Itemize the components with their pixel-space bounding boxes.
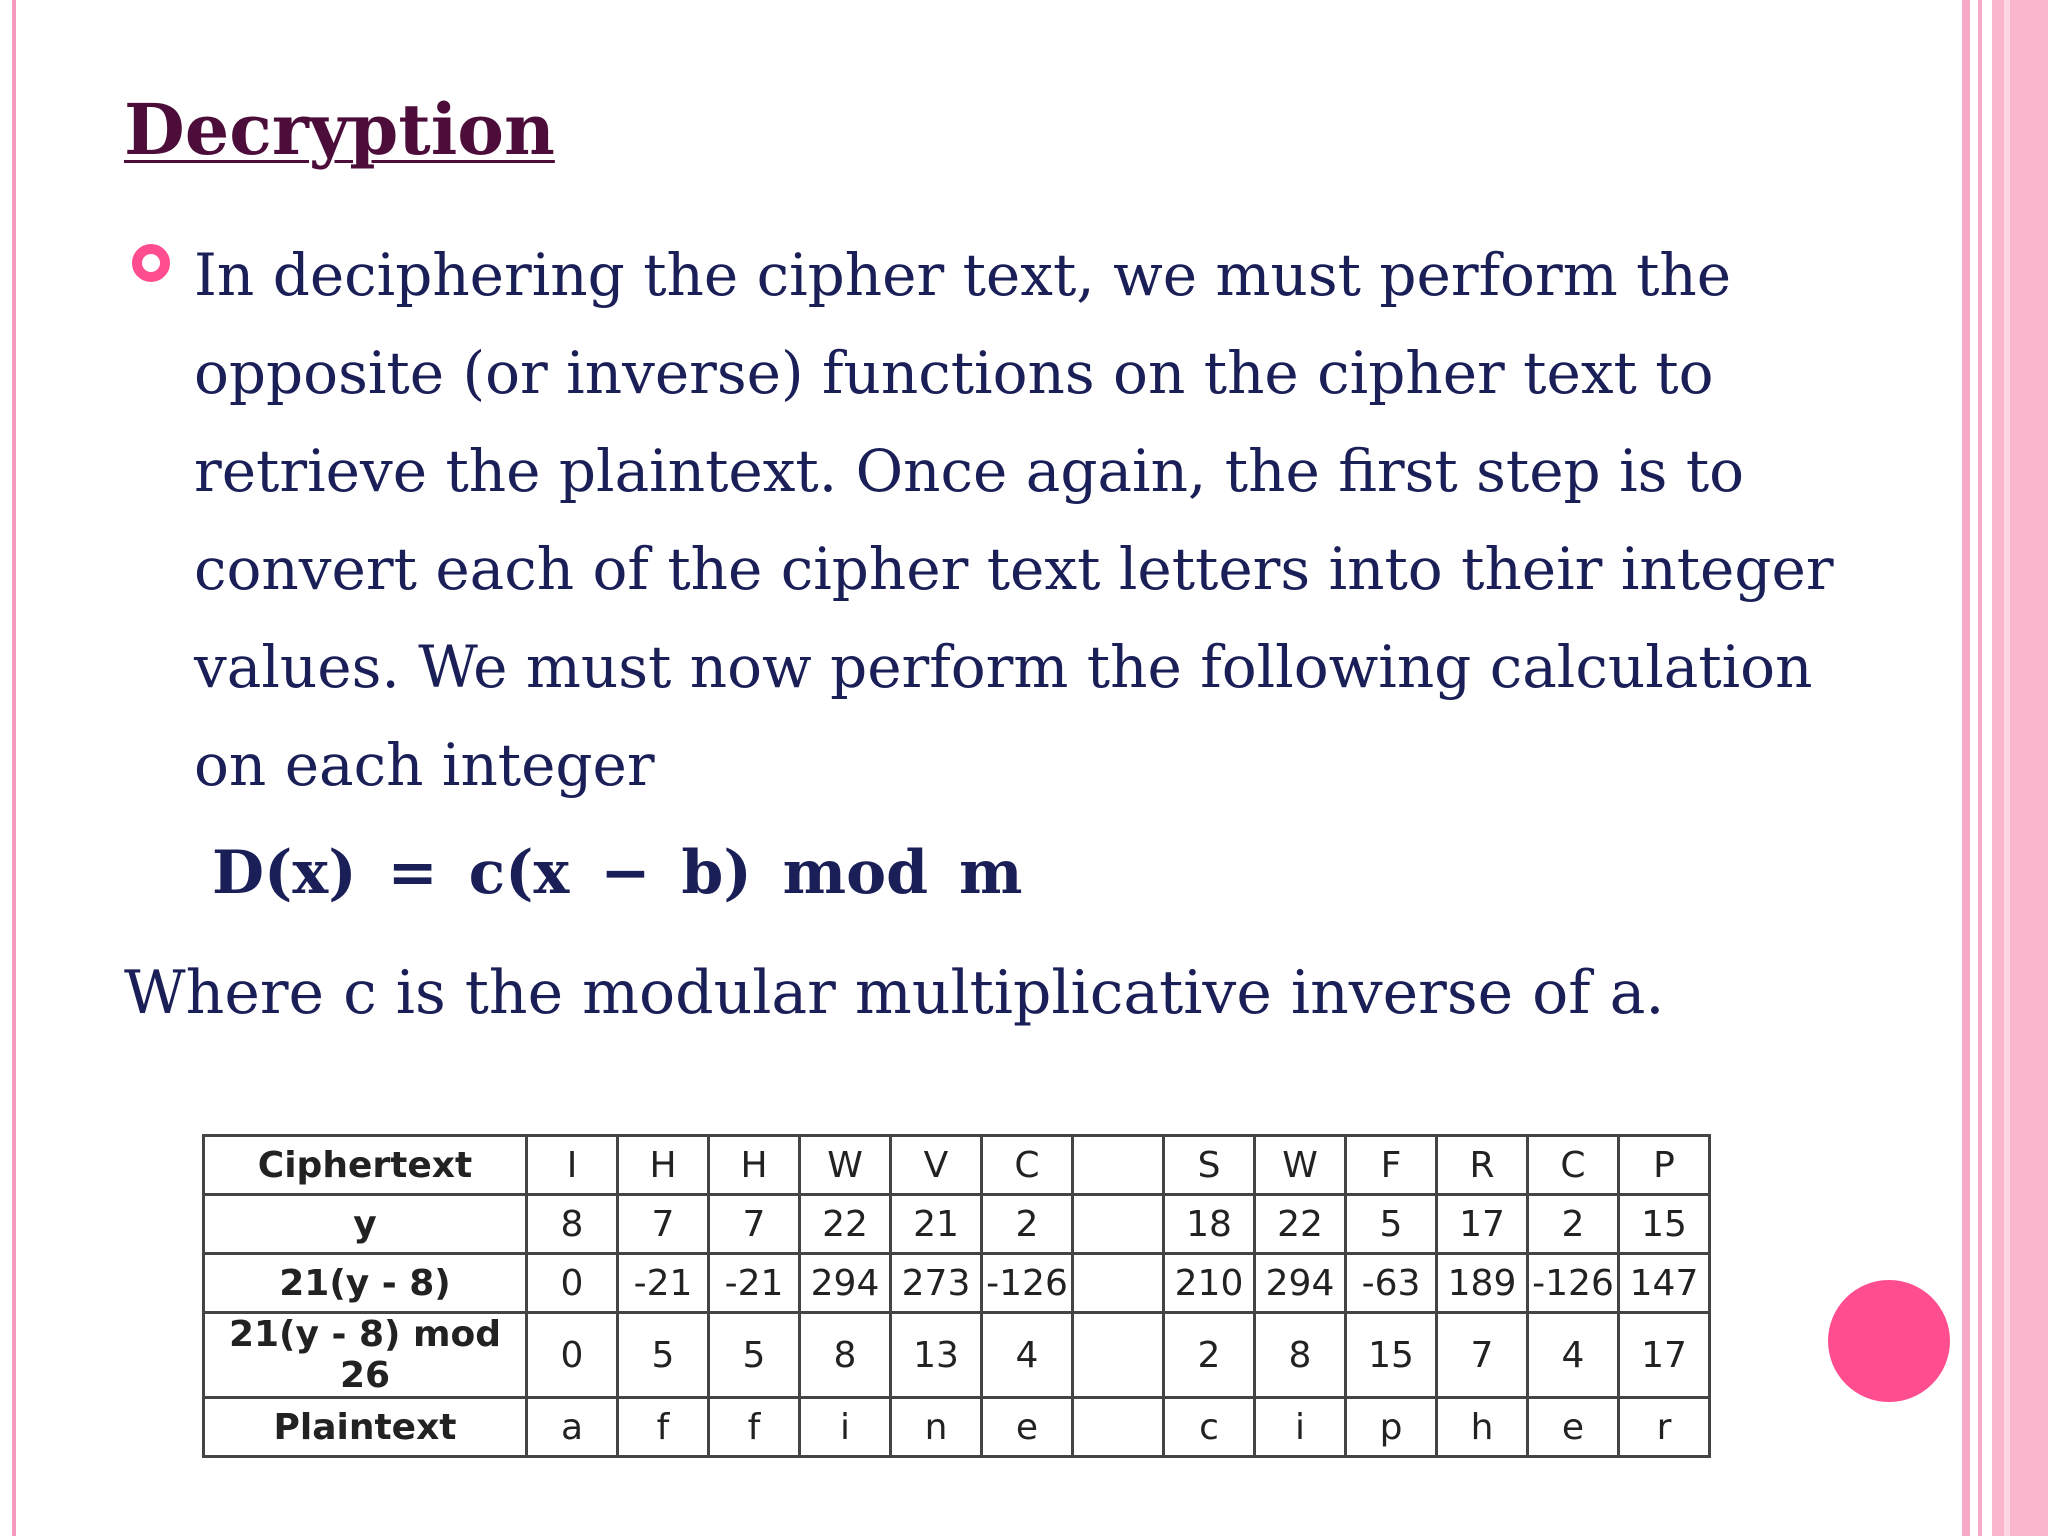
right-stripe-highlight bbox=[2004, 0, 2010, 1536]
paragraph-line: on each integer bbox=[194, 731, 655, 799]
table-row bbox=[204, 1313, 1710, 1398]
table-cell: R bbox=[1437, 1136, 1528, 1195]
table-gap-cell bbox=[1073, 1313, 1164, 1398]
table-cell: 189 bbox=[1437, 1254, 1528, 1313]
table-cell: h bbox=[1437, 1398, 1528, 1457]
paragraph-line: opposite (or inverse) functions on the cipher text to bbox=[194, 339, 1714, 407]
bullet-ring-icon bbox=[132, 244, 170, 282]
table-cell: -21 bbox=[709, 1254, 800, 1313]
table-cell: 22 bbox=[800, 1195, 891, 1254]
table-cell: n bbox=[891, 1398, 982, 1457]
table-cell: -63 bbox=[1346, 1254, 1437, 1313]
table-cell: 5 bbox=[1346, 1195, 1437, 1254]
table-cell: 8 bbox=[527, 1195, 618, 1254]
table-cell: p bbox=[1346, 1398, 1437, 1457]
table-cell: F bbox=[1346, 1136, 1437, 1195]
decryption-table bbox=[202, 1134, 1711, 1458]
paragraph-line: retrieve the plaintext. Once again, the first step is to bbox=[194, 437, 1745, 505]
table-cell: 5 bbox=[709, 1313, 800, 1398]
row-header: Ciphertext bbox=[204, 1136, 527, 1195]
table-cell: S bbox=[1164, 1136, 1255, 1195]
table-cell: e bbox=[982, 1398, 1073, 1457]
row-header: 21(y - 8) bbox=[204, 1254, 527, 1313]
table-cell: -126 bbox=[982, 1254, 1073, 1313]
table-cell: 294 bbox=[1255, 1254, 1346, 1313]
table-cell: 2 bbox=[982, 1195, 1073, 1254]
table-gap-cell bbox=[1073, 1195, 1164, 1254]
table-cell: 8 bbox=[800, 1313, 891, 1398]
table-cell: 7 bbox=[1437, 1313, 1528, 1398]
table-cell: r bbox=[1619, 1398, 1710, 1457]
right-stripe-2 bbox=[1978, 0, 1982, 1536]
row-header: y bbox=[204, 1195, 527, 1254]
table-cell: I bbox=[527, 1136, 618, 1195]
table-cell: f bbox=[618, 1398, 709, 1457]
table-cell: 273 bbox=[891, 1254, 982, 1313]
table-row bbox=[204, 1254, 1710, 1313]
table-cell: 4 bbox=[1528, 1313, 1619, 1398]
table-cell: f bbox=[709, 1398, 800, 1457]
table-cell: 0 bbox=[527, 1254, 618, 1313]
table-cell: V bbox=[891, 1136, 982, 1195]
row-header: 21(y - 8) mod 26 bbox=[204, 1313, 527, 1398]
left-border-line bbox=[12, 0, 16, 1536]
table-gap-cell bbox=[1073, 1254, 1164, 1313]
table-row bbox=[204, 1195, 1710, 1254]
paragraph-line: convert each of the cipher text letters into their integer bbox=[194, 535, 1834, 603]
decryption-formula: D(x) = c(x − b) mod m bbox=[212, 838, 1023, 908]
table-cell: 17 bbox=[1437, 1195, 1528, 1254]
table-cell: P bbox=[1619, 1136, 1710, 1195]
table-cell: H bbox=[618, 1136, 709, 1195]
table-cell: -126 bbox=[1528, 1254, 1619, 1313]
slide-title: Decryption bbox=[124, 88, 555, 171]
right-stripe-1 bbox=[1962, 0, 1970, 1536]
table-cell: 294 bbox=[800, 1254, 891, 1313]
table-cell: 0 bbox=[527, 1313, 618, 1398]
row-header: Plaintext bbox=[204, 1398, 527, 1457]
table-cell: C bbox=[982, 1136, 1073, 1195]
table-cell: H bbox=[709, 1136, 800, 1195]
table-cell: 15 bbox=[1619, 1195, 1710, 1254]
table-cell: e bbox=[1528, 1398, 1619, 1457]
table-cell: 210 bbox=[1164, 1254, 1255, 1313]
table-cell: 147 bbox=[1619, 1254, 1710, 1313]
right-decorative-band bbox=[1960, 0, 2048, 1536]
table-cell: W bbox=[1255, 1136, 1346, 1195]
table-cell: 2 bbox=[1528, 1195, 1619, 1254]
table-cell: 22 bbox=[1255, 1195, 1346, 1254]
table-cell: c bbox=[1164, 1398, 1255, 1457]
table-cell: i bbox=[800, 1398, 891, 1457]
where-note: Where c is the modular multiplicative inverse of a. bbox=[124, 958, 1665, 1028]
table-cell: 7 bbox=[709, 1195, 800, 1254]
table-cell: 21 bbox=[891, 1195, 982, 1254]
table-cell: 8 bbox=[1255, 1313, 1346, 1398]
table-cell: 17 bbox=[1619, 1313, 1710, 1398]
paragraph-line: values. We must now perform the following calculation bbox=[194, 633, 1813, 701]
table-cell: W bbox=[800, 1136, 891, 1195]
table-cell: 2 bbox=[1164, 1313, 1255, 1398]
table-gap-cell bbox=[1073, 1398, 1164, 1457]
table-cell: 7 bbox=[618, 1195, 709, 1254]
table-cell: 13 bbox=[891, 1313, 982, 1398]
table-row bbox=[204, 1136, 1710, 1195]
table-cell: 18 bbox=[1164, 1195, 1255, 1254]
table-cell: a bbox=[527, 1398, 618, 1457]
table-cell: C bbox=[1528, 1136, 1619, 1195]
table-cell: 15 bbox=[1346, 1313, 1437, 1398]
table-gap-cell bbox=[1073, 1136, 1164, 1195]
table-cell: -21 bbox=[618, 1254, 709, 1313]
table-cell: 4 bbox=[982, 1313, 1073, 1398]
right-stripe-3 bbox=[1992, 0, 2048, 1536]
table-row bbox=[204, 1398, 1710, 1457]
table-cell: 5 bbox=[618, 1313, 709, 1398]
pink-dot-decoration bbox=[1828, 1280, 1950, 1402]
bullet-paragraph bbox=[186, 226, 1834, 814]
paragraph-line: In deciphering the cipher text, we must perform the bbox=[194, 241, 1732, 309]
table-cell: i bbox=[1255, 1398, 1346, 1457]
